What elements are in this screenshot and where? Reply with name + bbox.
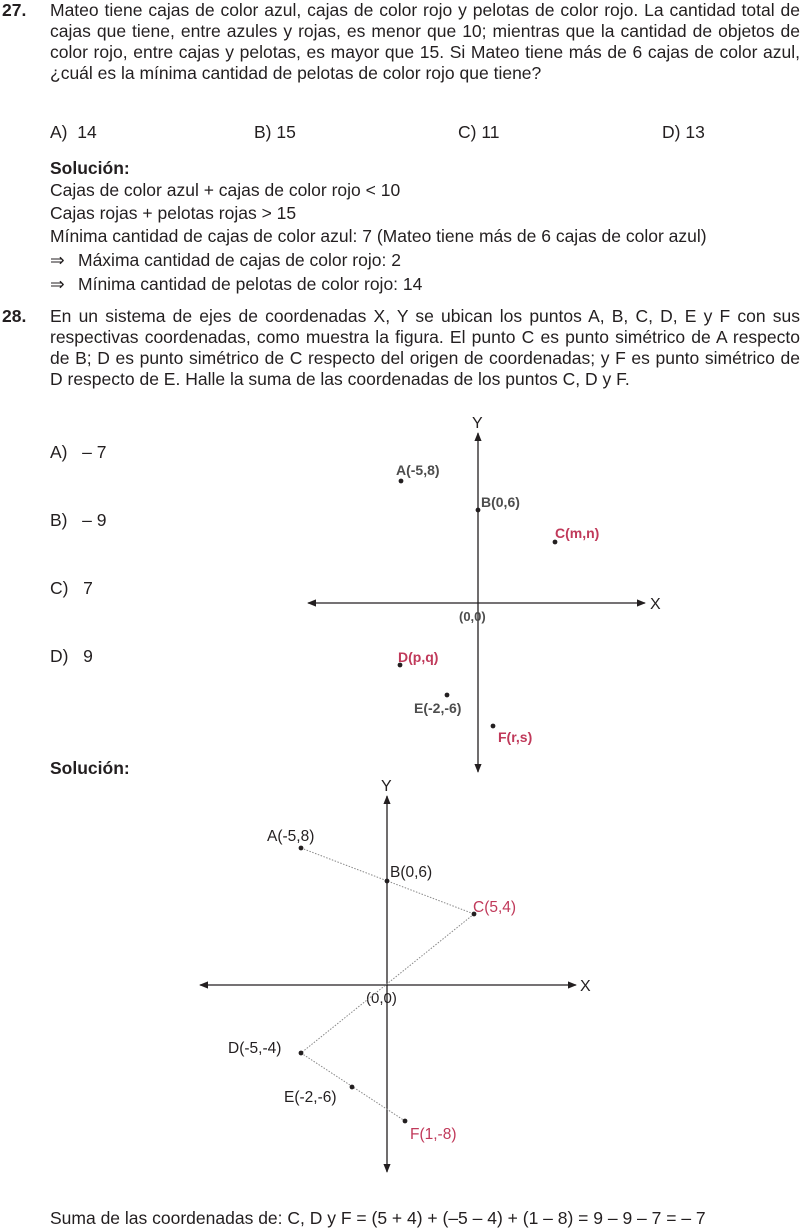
point-f-label: F(1,-8) [410,1126,457,1143]
point-f [491,724,496,729]
p27-solution-title: Solución: [50,158,130,178]
p27-solution-line: Mínima cantidad de cajas de color azul: 7 (Mateo tiene más de 6 cajas de color azul) [50,226,707,246]
y-axis-label: Y [472,415,483,432]
point-e [445,693,450,698]
point-a-label: A(-5,8) [267,828,315,845]
p28-option-d: D) 9 [50,646,93,666]
p28-solution-title: Solución: [50,758,130,778]
point-b-label: B(0,6) [390,864,433,881]
p27-option-d: D) 13 [662,122,705,142]
problem-27-statement: Mateo tiene cajas de color azul, cajas de color rojo y pelotas de color rojo. La cantidad total de cajas que tiene, entre azules y rojas, es menor que 10; mientras que la cantidad de objetos de color rojo, entre cajas y pelotas, es mayor que 15. Si Mateo tiene más de 6 cajas de color azul, ¿cuál es la mínima cantidad de pelotas de color rojo que tiene? [50,0,800,83]
implies-icon: ⇒ [50,250,65,270]
origin-label: (0,0) [459,609,486,624]
point-e-label: E(-2,-6) [284,1089,337,1106]
point-d-label: D(-5,-4) [228,1040,282,1057]
x-axis-label: X [650,596,661,613]
implies-icon: ⇒ [50,274,65,294]
point-d-label: D(p,q) [398,649,439,665]
point-a-label: A(-5,8) [396,462,440,478]
p27-option-a: A) 14 [50,122,97,142]
p28-option-b: B) – 9 [50,510,107,530]
point-f-label: F(r,s) [498,729,533,745]
p27-conclusion: ⇒ Máxima cantidad de cajas de color rojo: 2 [50,250,401,270]
point-e [350,1085,355,1090]
x-axis-label: X [580,978,591,995]
problem-figure [308,415,661,772]
p27-conclusion: ⇒ Mínima cantidad de pelotas de color rojo: 14 [50,274,423,294]
p28-option-c: C) 7 [50,578,93,598]
problem-28-number: 28. [2,306,27,326]
point-b-label: B(0,6) [481,494,520,510]
y-axis-label: Y [381,778,392,795]
p27-solution-line: Cajas de color azul + cajas de color rojo < 10 [50,180,401,200]
p28-option-a: A) – 7 [50,442,107,462]
point-a [299,846,304,851]
solution-figure [200,778,591,1172]
p27-option-c: C) 11 [458,122,500,142]
problem-27-number: 27. [2,0,27,20]
point-c-label: C(5,4) [473,899,517,916]
point-c-label: C(m,n) [555,525,600,541]
point-f [403,1119,408,1124]
point-a [399,479,404,484]
point-b [385,879,390,884]
problem-28-statement: En un sistema de ejes de coordenadas X, Y se ubican los puntos A, B, C, D, E y F con sus respectivas coordenadas, como muestra la figura. El punto C es punto simétrico de A respecto de B; D es punto simétrico de C respecto del origen de coordenadas; y F es punto simétrico de D respecto de E. Halle la suma de las coordenadas de los puntos C, D y F. [50,306,800,389]
p27-solution-line: Cajas rojas + pelotas rojas > 15 [50,203,297,223]
point-d [299,1051,304,1056]
origin-label: (0,0) [366,990,397,1007]
point-e-label: E(-2,-6) [414,700,462,716]
p28-final-answer: Suma de las coordenadas de: C, D y F = (5 + 4) + (–5 – 4) + (1 – 8) = 9 – 9 – 7 = – 7 [50,1208,706,1228]
p27-option-b: B) 15 [254,122,296,142]
point-b [476,508,481,513]
